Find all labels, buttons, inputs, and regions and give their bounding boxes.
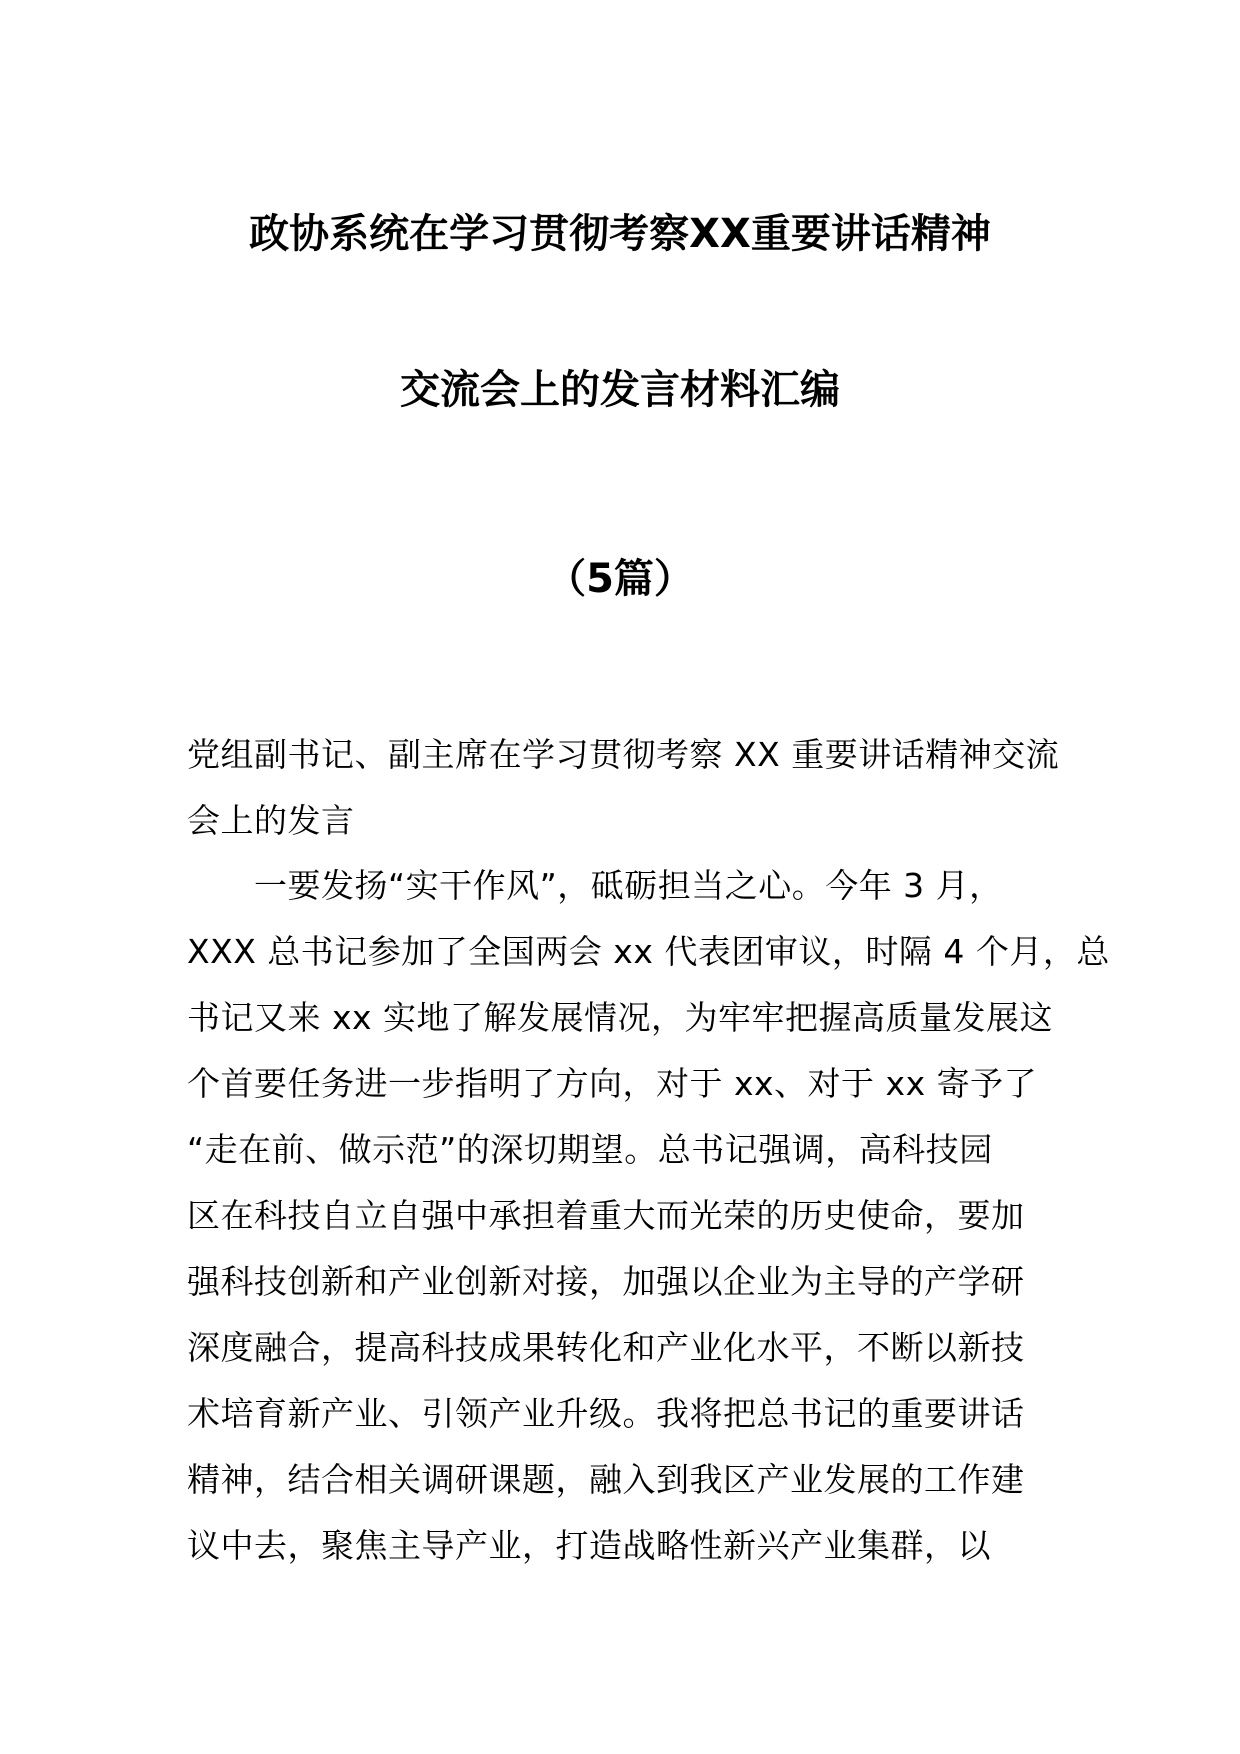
paragraph-line: 强科技创新和产业创新对接，加强以企业为主导的产学研 <box>187 1262 1025 1301</box>
paragraph-line: 议中去，聚焦主导产业，打造战略性新兴产业集群，以 <box>187 1526 991 1565</box>
paragraph-line: 术培育新产业、引领产业升级。我将把总书记的重要讲话 <box>187 1394 1025 1433</box>
document-title-line-2: 交流会上的发言材料汇编 <box>400 367 840 413</box>
paragraph-line: 一要发扬“实干作风”，砥砺担当之心。今年 3 月， <box>187 866 1003 905</box>
document-title-line-1: 政协系统在学习贯彻考察XX重要讲话精神 <box>249 211 991 257</box>
paragraph-line: XXX 总书记参加了全国两会 xx 代表团审议，时隔 4 个月，总 <box>187 932 1110 971</box>
section-heading-line-2: 会上的发言 <box>187 801 355 840</box>
document-title-count: （5篇） <box>546 556 694 602</box>
section-heading-line-1: 党组副书记、副主席在学习贯彻考察 XX 重要讲话精神交流 <box>187 735 1060 774</box>
paragraph-body <box>187 853 1110 1579</box>
section-heading <box>187 722 1067 854</box>
paragraph-line: 书记又来 xx 实地了解发展情况，为牢牢把握高质量发展这 <box>187 998 1054 1037</box>
paragraph-line: 区在科技自立自强中承担着重大而光荣的历史使命，要加 <box>187 1196 1025 1235</box>
paragraph-line: 个首要任务进一步指明了方向，对于 xx、对于 xx 寄予了 <box>187 1064 1038 1103</box>
paragraph-line: “走在前、做示范”的深切期望。总书记强调，高科技园 <box>187 1130 993 1169</box>
paragraph-line: 深度融合，提高科技成果转化和产业化水平，不断以新技 <box>187 1328 1025 1367</box>
paragraph-line: 精神，结合相关调研课题，融入到我区产业发展的工作建 <box>187 1460 1025 1499</box>
